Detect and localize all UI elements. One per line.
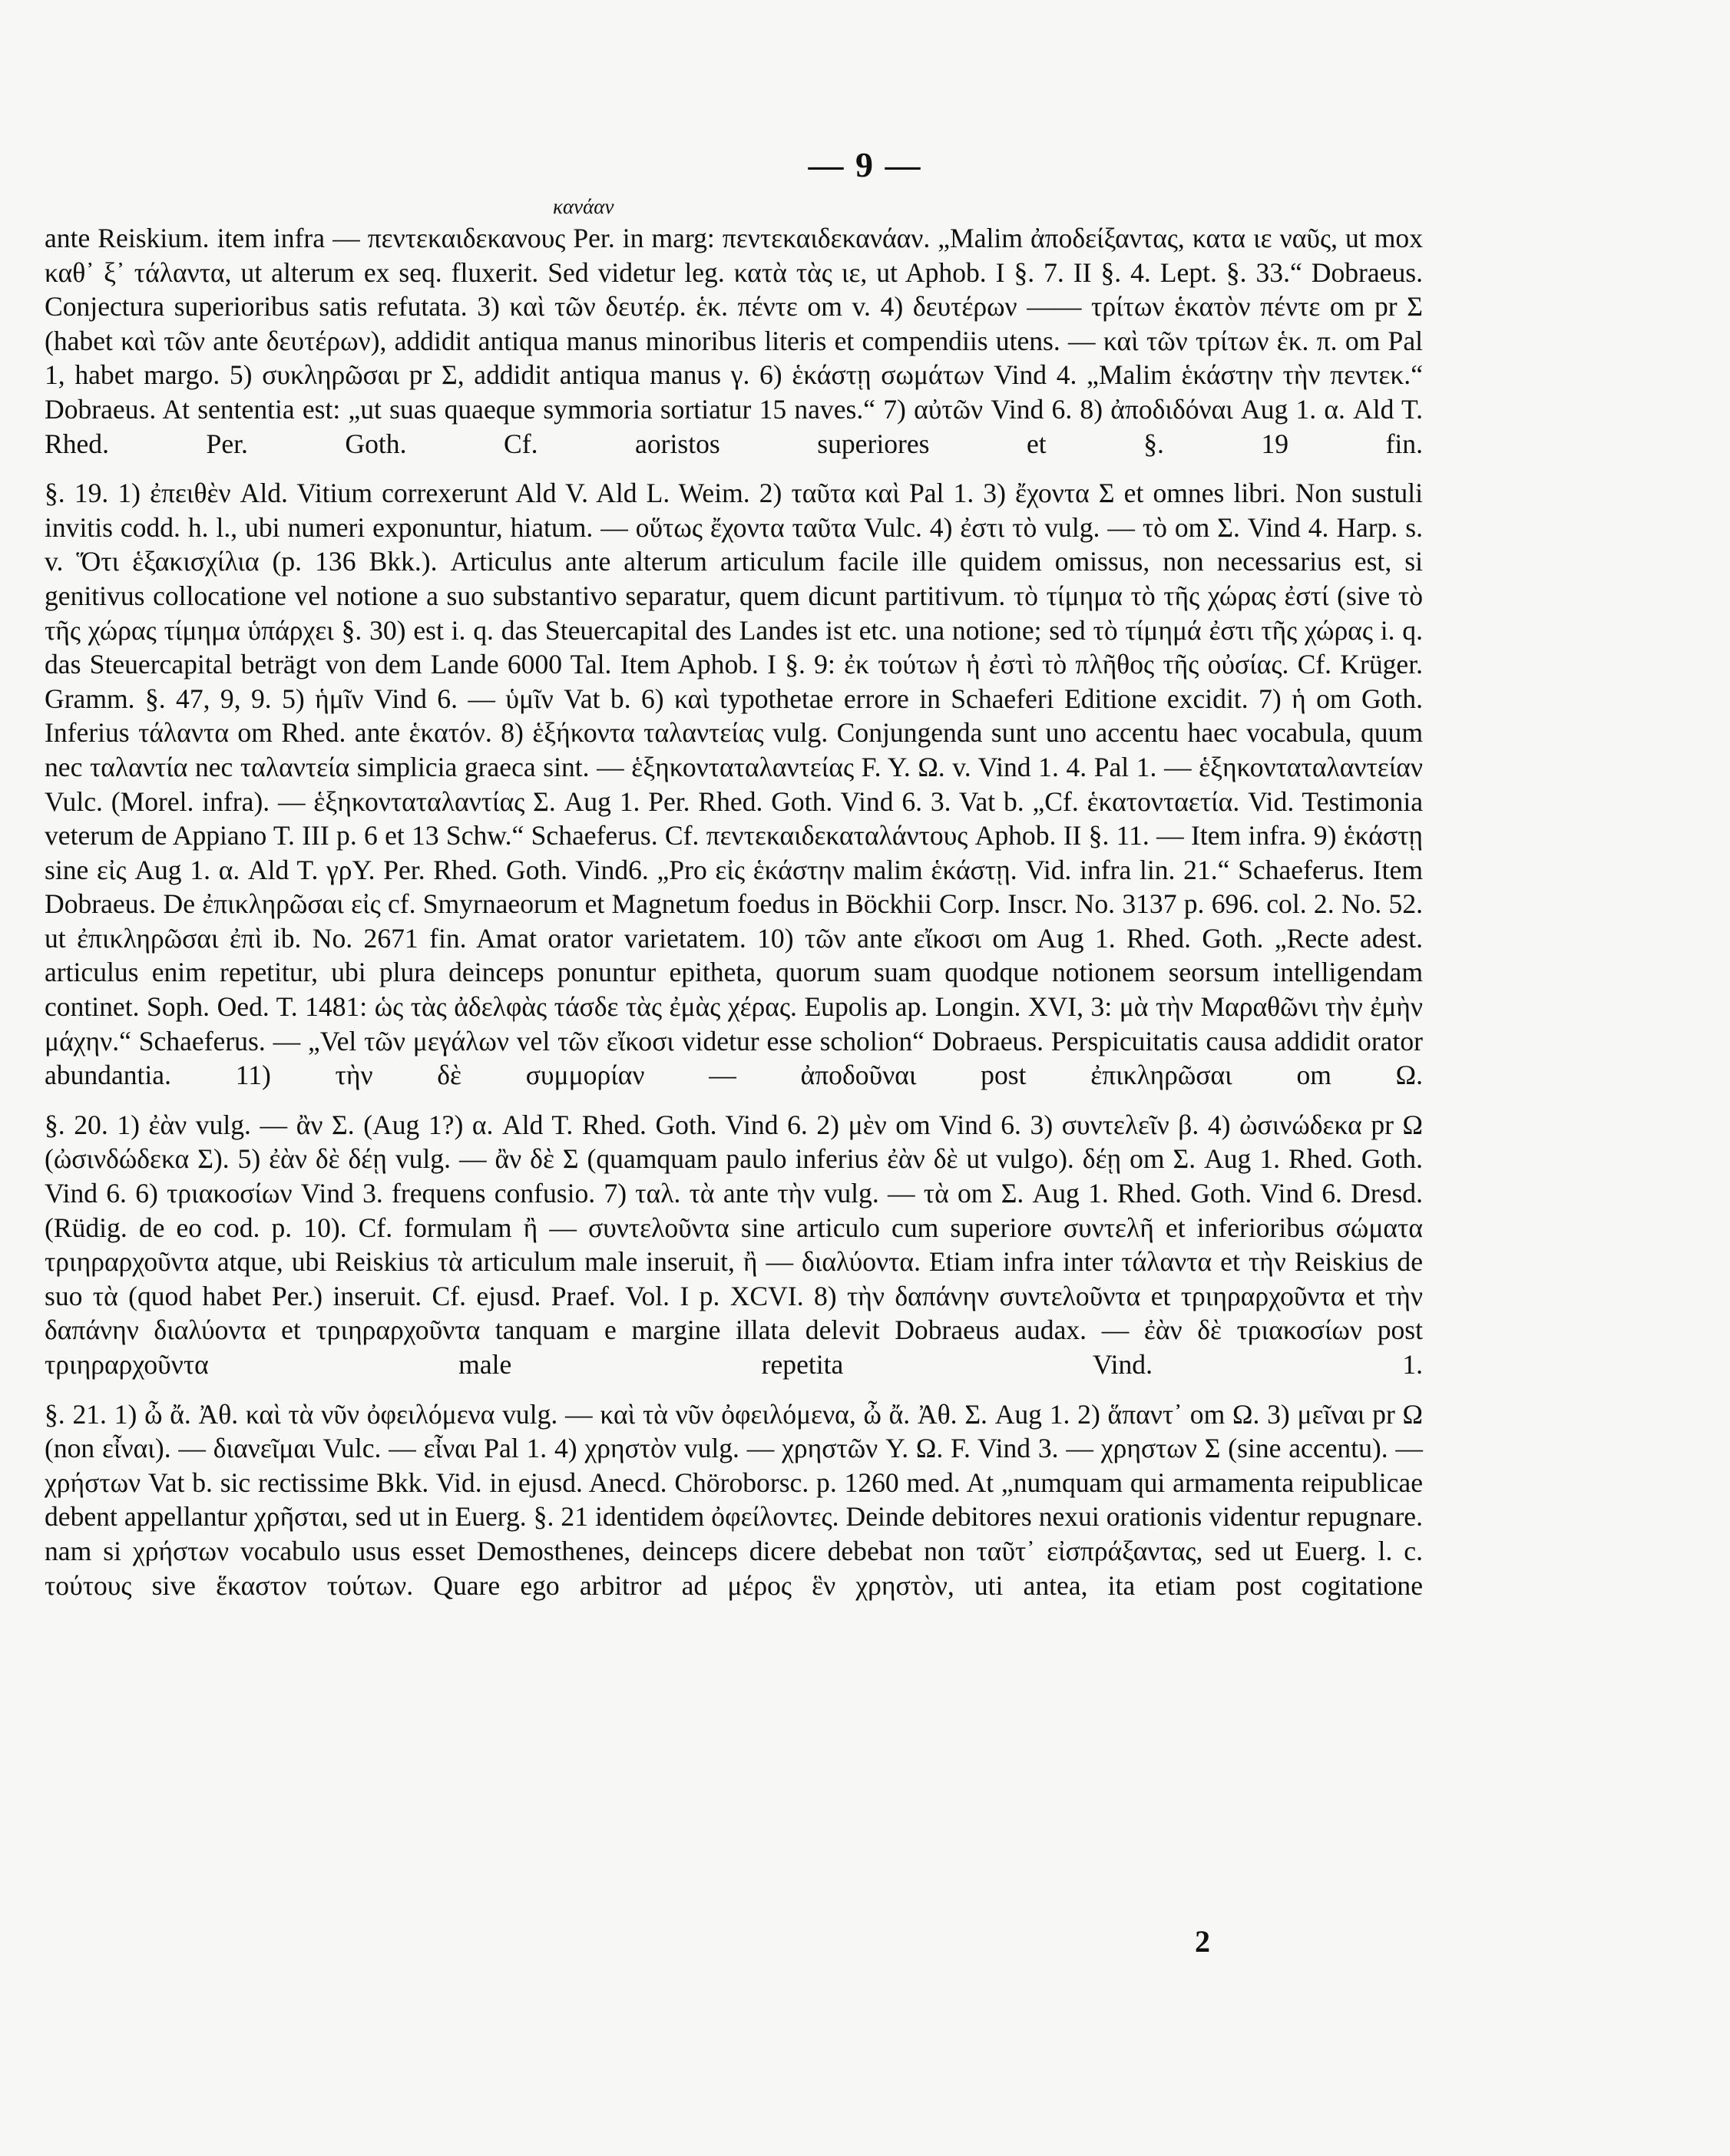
marginal-supralinear-note: κανάαν	[553, 195, 614, 218]
paragraph-section-21: §. 21. 1) ὦ ἄ. Ἀθ. καὶ τὰ νῦν ὀφειλόμενα vulg. — καὶ τὰ νῦν ὀφειλόμενα, ὦ ἄ. Ἀθ. Σ. Aug 1. 2) ἅπαντ᾽ om Ω. 3) μεῖναι pr Ω (non εἶναι). — διανεῖμαι Vulc. — εἶναι Pal 1. 4) χρηστὸν vulg. — χρηστῶν Y. Ω. F. Vind 3. — χρηστων Σ (sine accentu). — χρήστων Vat b. sic rectissime Bkk. Vid. in ejusd. Anecd. Chöroborsc. p. 1260 med. At „numquam qui armamenta reipublicae debent appellantur χρῆσται, sed ut in Euerg. §. 21 identidem ὀφείλοντες. Deinde debitores nexui orationis videntur repugnare. nam si χρήστων vocabulo usus esset Demosthenes, deinceps dicere debebat non ταῦτ᾽ εἰσπράξαντας, sed ut Euerg. l. c. τούτους sive ἕκαστον τούτων. Quare ego arbitror ad μέρος ἓν χρηστὸν, uti antea, ita etiam post cogitatione	[45, 1398, 1423, 1601]
paragraph-section-20: §. 20. 1) ἐὰν vulg. — ἂν Σ. (Aug 1?) α. Ald T. Rhed. Goth. Vind 6. 2) μὲν om Vind 6. 3) συντελεῖν β. 4) ὠσινώδεκα pr Ω (ὠσινδώδεκα Σ). 5) ἐὰν δὲ δέῃ vulg. — ἂν δὲ Σ (quamquam paulo inferius ἐὰν δὲ ut vulgo). δέῃ om Σ. Aug 1. Rhed. Goth. Vind 6. 6) τριακοσίων Vind 3. frequens confusio. 7) ταλ. τὰ ante τὴν vulg. — τὰ om Σ. Aug 1. Rhed. Goth. Vind 6. Dresd. (Rüdig. de eo cod. p. 10). Cf. formulam ἢ — συντελοῦντα sine articulo cum superiore συντελῆ et inferioribus σώματα τριηραρχοῦντα atque, ubi Reiskius τὰ articulum male inseruit, ἢ — διαλύοντα. Etiam infra inter τάλαντα et τὴν Reiskius de suo τὰ (quod habet Per.) inseruit. Cf. ejusd. Praef. Vol. I p. XCVI. 8) τὴν δαπάνην συντελοῦντα et τριηραρχοῦντα et τὴν δαπάνην διαλύοντα et τριηραρχοῦντα tanquam e margine illata delevit Dobraeus audax. — ἐὰν δὲ τριακοσίων post τριηραρχοῦντα male repetita Vind. 1.	[45, 1109, 1423, 1380]
commentary-body	[45, 221, 1423, 1602]
signature-mark: 2	[1195, 1924, 1210, 1959]
paragraph-continuation: ante Reiskium. item infra — πεντεκαιδεκανους Per. in marg: πεντεκαιδεκανάαν. „Malim ἀποδείξαντας, κατα ιε ναῦς, ut mox καθ᾽ ξ᾽ τάλαντα, ut alterum ex seq. fluxerit. Sed videtur leg. κατὰ τὰς ιε, ut Aphob. I §. 7. II §. 4. Lept. §. 33.“ Dobraeus. Conjectura superioribus satis refutata. 3) καὶ τῶν δευτέρ. ἑκ. πέντε om v. 4) δευτέρων —— τρίτων ἑκατὸν πέντε om pr Σ (habet καὶ τῶν ante δευτέρων), addidit antiqua manus minoribus literis et compendiis utens. — καὶ τῶν τρίτων ἑκ. π. om Pal 1, habet margo. 5) συκληρῶσαι pr Σ, addidit antiqua manus γ. 6) ἑκάστῃ σωμάτων Vind 4. „Malim ἑκάστην τὴν πεντεκ.“ Dobraeus. At sententia est: „ut suas quaeque symmoria sortiatur 15 naves.“ 7) αὐτῶν Vind 6. 8) ἀποδιδόναι Aug 1. α. Ald T. Rhed. Per. Goth. Cf. aoristos superiores et §. 19 fin.	[45, 223, 1423, 459]
paragraph-section-19: §. 19. 1) ἐπειθὲν Ald. Vitium correxerunt Ald V. Ald L. Weim. 2) ταῦτα καὶ Pal 1. 3) ἔχοντα Σ et omnes libri. Non sustuli invitis codd. h. l., ubi numeri exponuntur, hiatum. — οὕτως ἔχοντα ταῦτα Vulc. 4) ἐστι τὸ vulg. — τὸ om Σ. Vind 4. Harp. s. v. Ὅτι ἑξακισχίλια (p. 136 Bkk.). Articulus ante alterum articulum facile ille quidem omissus, non necessarius est, si genitivus collocatione vel notione a suo substantivo separatur, quem dicunt partitivum. τὸ τίμημα τὸ τῆς χώρας ἐστί (sive τὸ τῆς χώρας τίμημα ὑπάρχει §. 30) est i. q. das Steuercapital des Landes ist etc. una notione; sed τὸ τίμημά ἐστι τῆς χώρας i. q. das Steuercapital beträgt von dem Lande 6000 Tal. Item Aphob. I §. 9: ἐκ τούτων ἡ ἐστὶ τὸ πλῆθος τῆς οὐσίας. Cf. Krüger. Gramm. §. 47, 9, 9. 5) ἡμῖν Vind 6. — ὑμῖν Vat b. 6) καὶ typothetae errore in Schaeferi Editione excidit. 7) ἡ om Goth. Inferius τάλαντα om Rhed. ante ἑκατόν. 8) ἑξήκοντα ταλαντείας vulg. Conjungenda sunt uno accentu haec vocabula, quum nec ταλαντία nec ταλαντεία simplicia graeca sint. — ἑξηκονταταλαντείας F. Y. Ω. v. Vind 1. 4. Pal 1. — ἑξηκονταταλαντείαν Vulc. (Morel. infra). — ἑξηκονταταλαντίας Σ. Aug 1. Per. Rhed. Goth. Vind 6. 3. Vat b. „Cf. ἑκατονταετία. Vid. Testimonia veterum de Appiano T. III p. 6 et 13 Schw.“ Schaeferus. Cf. πεντεκαιδεκαταλάντους Aphob. II §. 11. — Item infra. 9) ἑκάστῃ sine εἰς Aug 1. α. Ald T. γρY. Per. Rhed. Goth. Vind6. „Pro εἰς ἑκάστην malim ἑκάστῃ. Vid. infra lin. 21.“ Schaeferus. Item Dobraeus. De ἐπικληρῶσαι εἰς cf. Smyrnaeorum et Magnetum foedus in Böckhii Corp. Inscr. No. 3137 p. 696. col. 2. No. 52. ut ἐπικληρῶσαι ἐπὶ ib. No. 2671 fin. Amat orator varietatem. 10) τῶν ante εἴκοσι om Aug 1. Rhed. Goth. „Recte adest. articulus enim repetitur, ubi plura deinceps ponuntur epitheta, quorum suam quodque notionem seorsum intelligendam continet. Soph. Oed. T. 1481: ὡς τὰς ἀδελφὰς τάσδε τὰς ἐμὰς χέρας. Eupolis ap. Longin. XVI, 3: μὰ τὴν Μαραθῶνι τὴν ἐμὴν μάχην.“ Schaeferus. — „Vel τῶν μεγάλων vel τῶν εἴκοσι videtur esse scholion“ Dobraeus. Perspicuitatis causa addidit orator abundantia. 11) τὴν δὲ συμμορίαν — ἀποδοῦναι post ἐπικληρῶσαι om Ω.	[45, 478, 1423, 1091]
page-number: — 9 —	[808, 145, 922, 184]
